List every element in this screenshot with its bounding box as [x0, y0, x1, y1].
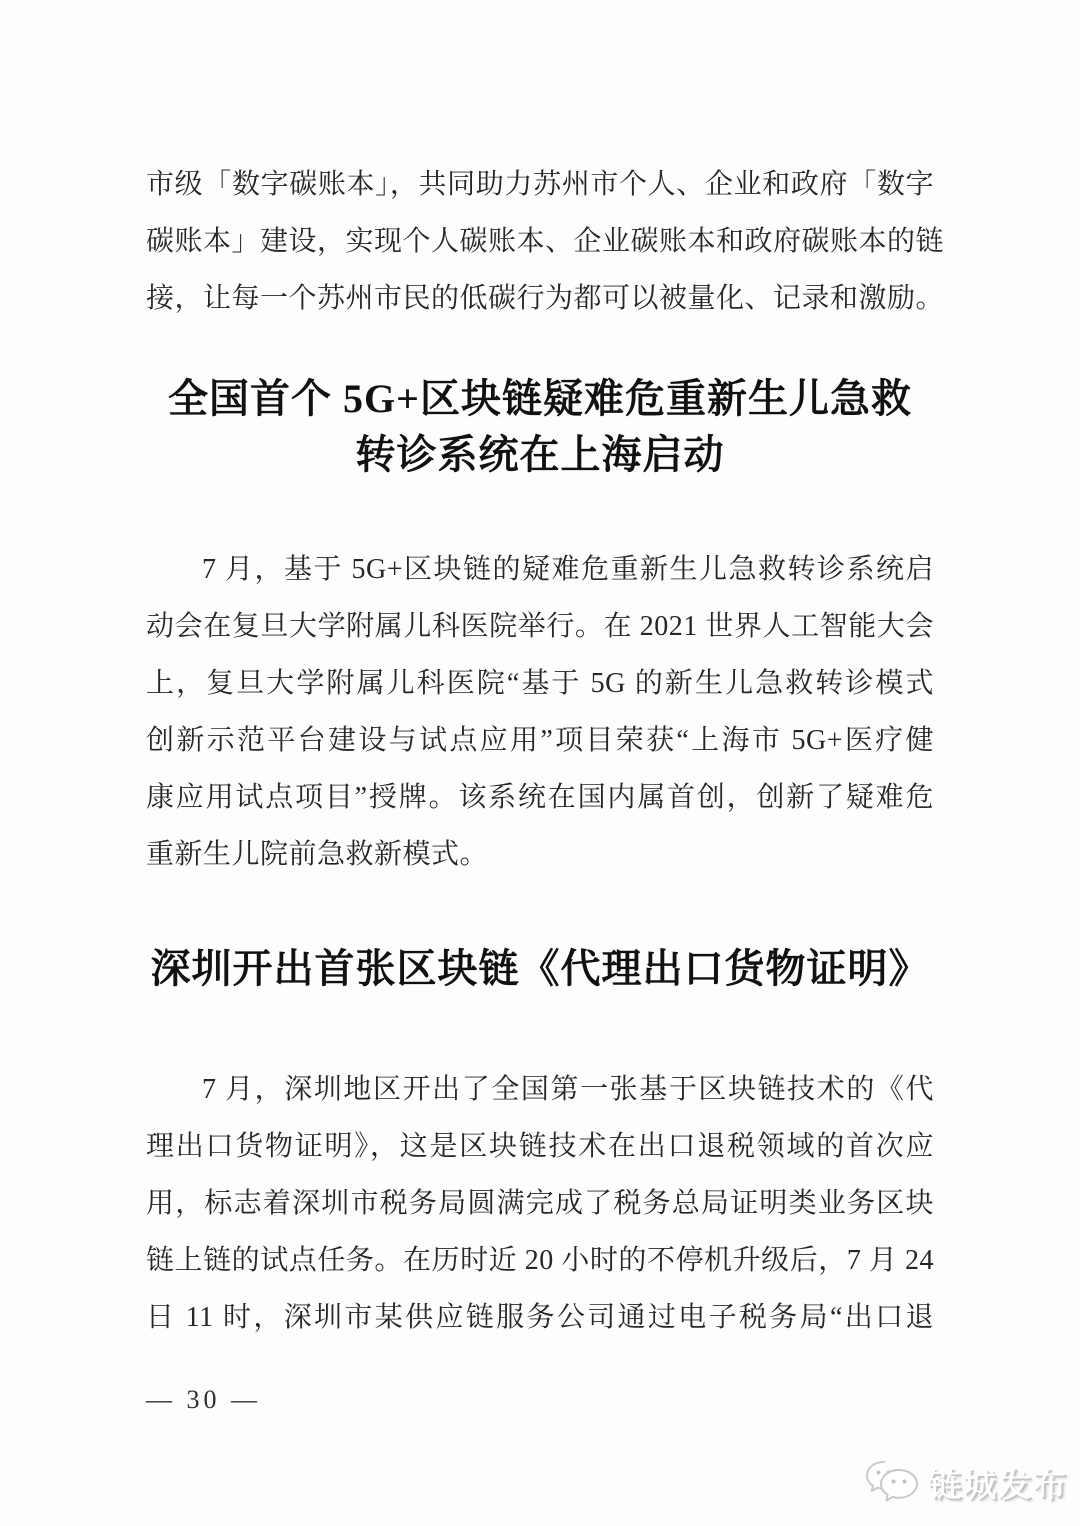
watermark-label: 链城发布: [928, 1465, 1068, 1503]
text-line: 日 11 时，深圳市某供应链服务公司通过电子税务局“出口退: [146, 1302, 934, 1333]
text-line: 康应用试点项目”授牌。该系统在国内属首创，创新了疑难危: [146, 782, 934, 813]
text-line: 碳账本」建设，实现个人碳账本、企业碳账本和政府碳账本的链: [146, 226, 945, 257]
heading-shenzhen-blockchain-certificate: [146, 941, 934, 997]
page-number: — 30 —: [146, 1385, 261, 1414]
heading-line: 转诊系统在上海启动: [355, 432, 725, 477]
paragraph-export-certificate: [146, 1061, 934, 1346]
text-line: 7 月，深圳地区开出了全国第一张基于区块链技术的《代: [202, 1074, 934, 1105]
text-line: 链上链的试点任务。在历时近 20 小时的不停机升级后，7 月 24: [146, 1245, 934, 1276]
text-line: 创新示范平台建设与试点应用”项目荣获“上海市 5G+医疗健: [146, 725, 934, 756]
wechat-icon: [862, 1456, 920, 1508]
wechat-watermark: [862, 1456, 1068, 1508]
text-line: 重新生儿院前急救新模式。: [146, 839, 489, 870]
text-line: 接，让每一个苏州市民的低碳行为都可以被量化、记录和激励。: [146, 283, 945, 314]
text-line: 理出口货物证明》，这是区块链技术在出口退税领域的首次应: [146, 1131, 934, 1162]
heading-line: 深圳开出首张区块链《代理出口货物证明》: [150, 946, 930, 991]
heading-5g-blockchain-neonatal-system: [146, 371, 934, 483]
paragraph-digital-carbon-ledger: [146, 0, 945, 327]
paragraph-neonatal-system-launch: [146, 541, 934, 883]
text-line: 7 月，基于 5G+区块链的疑难危重新生儿急救转诊系统启: [202, 554, 934, 585]
text-line: 上，复旦大学附属儿科医院“基于 5G 的新生儿急救转诊模式: [146, 668, 934, 699]
text-line: 用，标志着深圳市税务局圆满完成了税务总局证明类业务区块: [146, 1188, 934, 1219]
heading-line: 全国首个 5G+区块链疑难危重新生儿急救: [168, 376, 912, 421]
text-line: 动会在复旦大学附属儿科医院举行。在 2021 世界人工智能大会: [146, 611, 934, 642]
text-line: 市级「数字碳账本」，共同助力苏州市个人、企业和政府「数字: [146, 169, 934, 200]
